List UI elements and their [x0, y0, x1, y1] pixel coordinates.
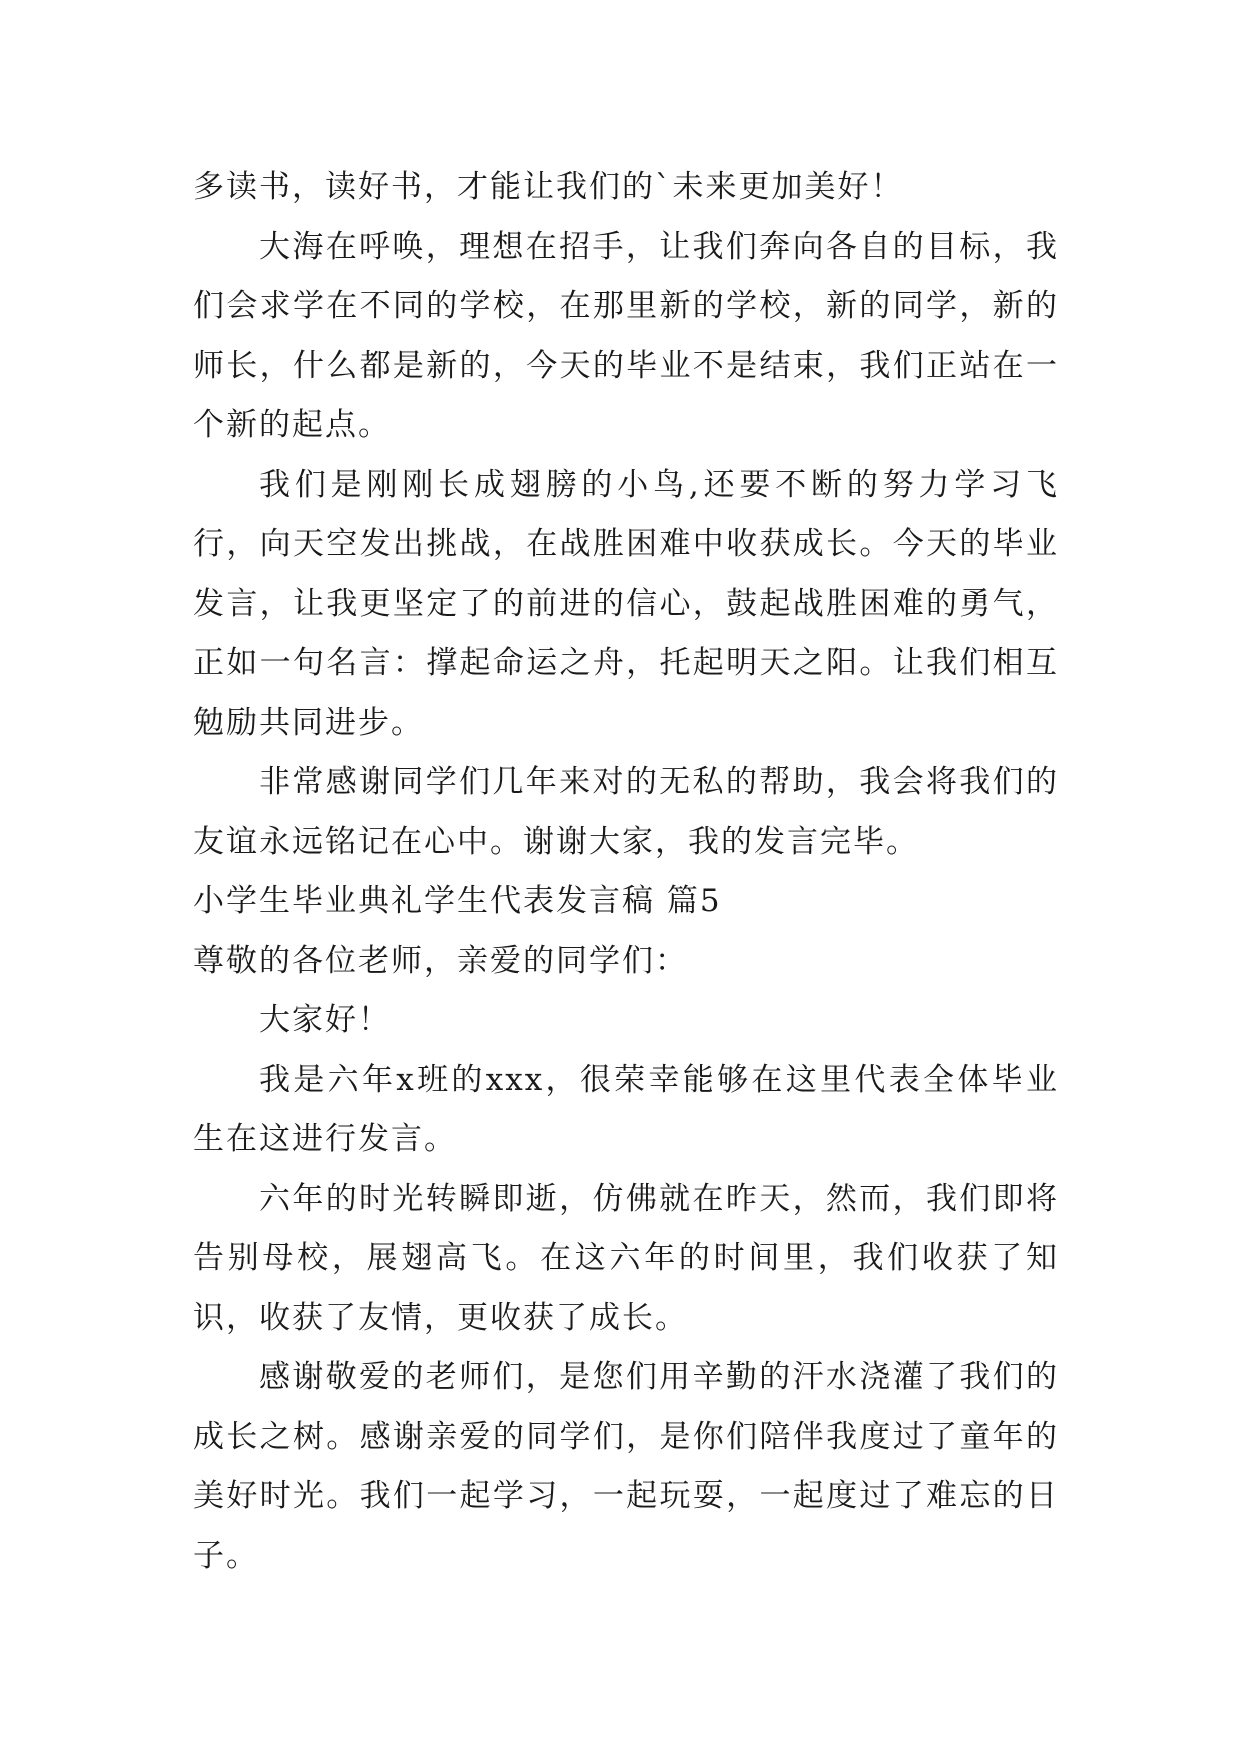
- paragraph: 大家好！: [259, 1002, 391, 1038]
- document-content: [193, 158, 1059, 1586]
- salutation: 尊敬的各位老师，亲爱的同学们：: [193, 942, 688, 979]
- paragraph: 我是六年x班的xxx，很荣幸能够在这里代表全体毕业生在这进行发言。: [193, 1061, 1059, 1157]
- section-title: 小学生毕业典礼学生代表发言稿 篇5: [193, 883, 722, 919]
- paragraph: 多读书，读好书，才能让我们的`未来更加美好！: [193, 169, 904, 205]
- paragraph: 大海在呼唤，理想在招手，让我们奔向各自的目标，我们会求学在不同的学校，在那里新的学校，新的同学，新的师长，什么都是新的，今天的毕业不是结束，我们正站在一个新的起点。: [193, 228, 1059, 443]
- paragraph: 感谢敬爱的老师们，是您们用辛勤的汗水浇灌了我们的成长之树。感谢亲爱的同学们，是你们陪伴我度过了童年的美好时光。我们一起学习，一起玩耍，一起度过了难忘的日子。: [193, 1359, 1059, 1574]
- paragraph: 非常感谢同学们几年来对的无私的帮助，我会将我们的友谊永远铭记在心中。谢谢大家，我的发言完毕。: [193, 764, 1059, 860]
- paragraph: 我们是刚刚长成翅膀的小鸟,还要不断的努力学习飞行，向天空发出挑战，在战胜困难中收获成长。今天的毕业发言，让我更坚定了的前进的信心，鼓起战胜困难的勇气，正如一句名言：撑起命运之舟，托起明天之阳。让我们相互勉励共同进步。: [193, 466, 1059, 741]
- paragraph: 六年的时光转瞬即逝，仿佛就在昨天，然而，我们即将告别母校，展翅高飞。在这六年的时间里，我们收获了知识，收获了友情，更收获了成长。: [193, 1180, 1059, 1336]
